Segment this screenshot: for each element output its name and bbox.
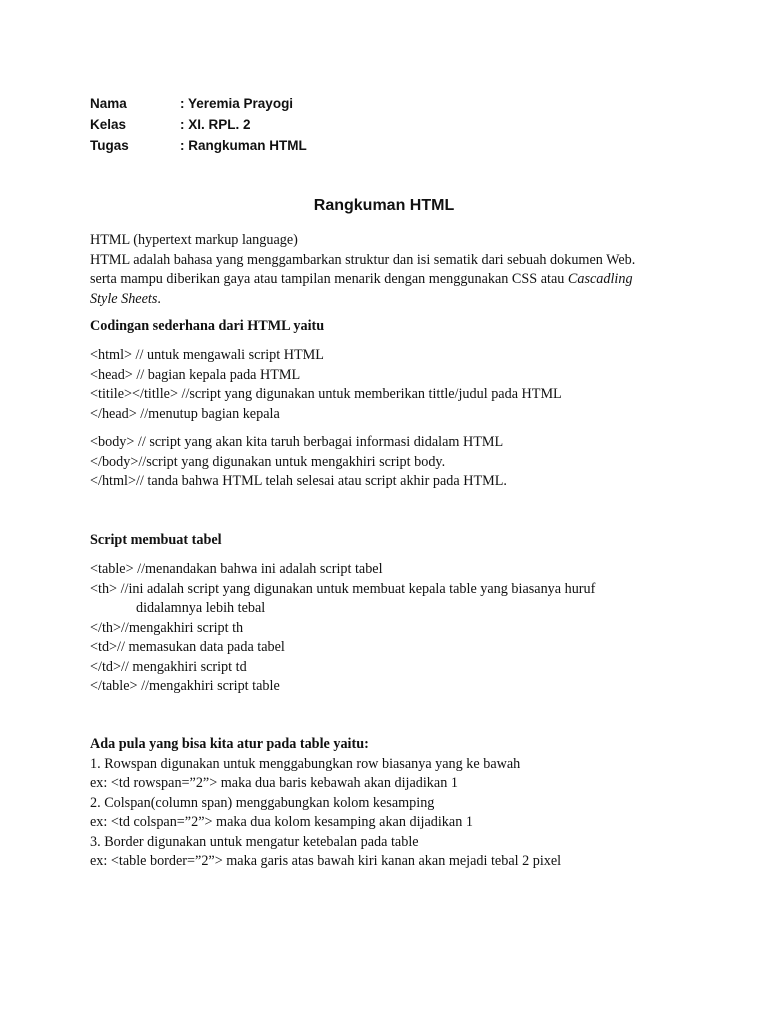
coding-heading	[90, 317, 690, 337]
code-line-continued: didalamnya lebih tebal	[136, 600, 266, 616]
code-line: </html>// tanda bahwa HTML telah selesai atau script akhir pada HTML.	[90, 473, 507, 489]
info-label: Kelas	[90, 117, 127, 132]
intro-text: serta mampu diberikan gaya atau tampilan menarik dengan menggunakan CSS atau	[90, 271, 568, 287]
section-heading: Codingan sederhana dari HTML yaitu	[90, 318, 325, 334]
info-value: : Rangkuman HTML	[180, 138, 307, 153]
code-line: </head> //menutup bagian kepala	[90, 405, 280, 422]
info-row-nama	[90, 93, 307, 114]
intro-paragraph	[90, 231, 690, 309]
coding-group-2	[90, 433, 690, 492]
code-line: <table> //menandakan bahwa ini adalah script tabel	[90, 561, 383, 577]
code-line: </body>//script yang digunakan untuk mengakhiri script body.	[90, 453, 446, 470]
attribute-line: ex: <td colspan=”2”> maka dua kolom kesamping akan dijadikan 1	[90, 814, 473, 830]
section-heading: Script membuat tabel	[90, 532, 222, 548]
intro-line	[90, 270, 690, 290]
intro-text: .	[157, 290, 161, 307]
attribute-line: ex: <table border=”2”> maka garis atas bawah kiri kanan akan mejadi tebal 2 pixel	[90, 853, 562, 869]
info-row-kelas	[90, 114, 307, 135]
info-value: : Yeremia Prayogi	[180, 96, 294, 111]
table-script-list	[90, 560, 690, 697]
attribute-line: 3. Border digunakan untuk mengatur ketebalan pada table	[90, 833, 419, 850]
info-label: Tugas	[90, 138, 129, 153]
code-line: <titile></titlle> //script yang digunakan untuk memberikan tittle/judul pada HTML	[90, 386, 562, 402]
info-value: : XI. RPL. 2	[180, 117, 251, 132]
intro-italic: Cascadling	[567, 271, 633, 287]
code-line: <head> // bagian kepala pada HTML	[90, 366, 301, 383]
student-info	[90, 93, 307, 156]
section-heading: Ada pula yang bisa kita atur pada table yaitu:	[90, 736, 369, 752]
table-heading	[90, 531, 690, 551]
intro-line	[90, 290, 690, 310]
info-label: Nama	[90, 96, 127, 111]
code-line: </th>//mengakhiri script th	[90, 619, 244, 636]
code-line: </table> //mengakhiri script table	[90, 678, 280, 694]
intro-line: HTML (hypertext markup language)	[90, 232, 298, 248]
document-title: Rangkuman HTML	[313, 197, 455, 214]
intro-line: HTML adalah bahasa yang menggambarkan struktur dan isi sematik dari sebuah dokumen Web.	[90, 251, 636, 268]
attribute-line: ex: <td rowspan=”2”> maka dua baris kebawah akan dijadikan 1	[90, 775, 458, 791]
code-line: <th> //ini adalah script yang digunakan untuk membuat kepala table yang biasanya huruf	[90, 580, 596, 597]
intro-italic: Style Sheets	[90, 290, 158, 307]
coding-group-1	[90, 346, 690, 424]
code-line: <td>// memasukan data pada tabel	[90, 639, 285, 655]
attribute-line: 1. Rowspan digunakan untuk menggabungkan row biasanya yang ke bawah	[90, 755, 521, 772]
code-line: </td>// mengakhiri script td	[90, 658, 247, 675]
attribute-line: 2. Colspan(column span) menggabungkan kolom kesamping	[90, 794, 435, 811]
code-line: <body> // script yang akan kita taruh berbagai informasi didalam HTML	[90, 434, 504, 450]
info-row-tugas	[90, 135, 307, 156]
code-line: <html> // untuk mengawali script HTML	[90, 347, 324, 363]
attributes-section	[90, 735, 690, 872]
